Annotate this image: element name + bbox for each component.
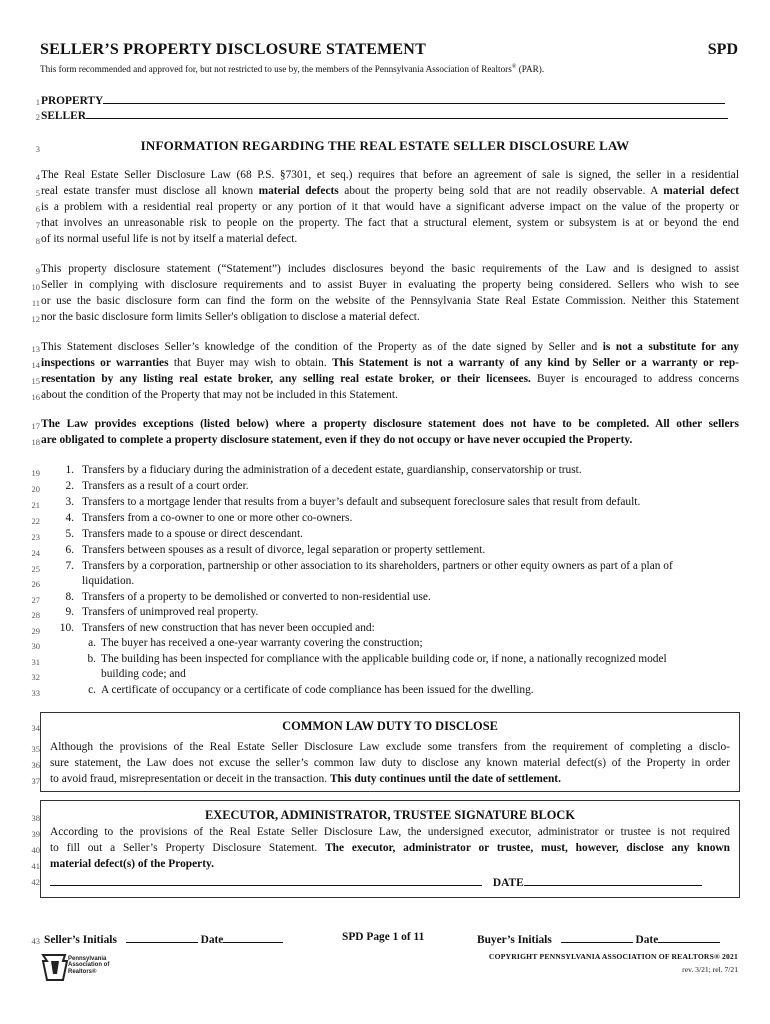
list-item: Transfers by a fiduciary during the administration of a decedent estate, guardianship, conservatorship or trust. — [82, 464, 582, 476]
executor-line: According to the provisions of the Real Estate Seller Disclosure Law, the undersigned executor, administrator or trustee is not required — [50, 826, 730, 838]
text-run: real estate transfer must disclose all known — [41, 185, 259, 197]
bold-run: The executor, administrator or trustee, must, however, disclose any known — [325, 842, 730, 854]
sub-item: The building has been inspected for compliance with the applicable building code or, if none, a nationally recognized model — [101, 653, 667, 665]
text-run: to avoid fraud, misrepresentation or deceit in the transaction. — [50, 773, 330, 785]
line-number: 18 — [31, 437, 40, 447]
line-number: 30 — [31, 641, 40, 651]
buyer-initials-row — [477, 931, 720, 946]
para1-line: The Real Estate Seller Disclosure Law (68 P.S. §7301, et seq.) requires that before an agreement of sale is signed, the seller in a residential — [41, 169, 739, 181]
subtitle-text: This form recommended and approved for, but not restricted to use by, the members of the Pennsylvania Association of Realtors — [40, 64, 512, 75]
line-number: 9 — [35, 266, 40, 276]
para3-line — [41, 340, 739, 356]
list-item: Transfers by a corporation, partnership or other association to its shareholders, partners or other equity owners as part of a plan of — [82, 560, 673, 572]
sub-item-continuation: building code; and — [101, 668, 186, 680]
para4-line: The Law provides exceptions (listed below) where a property disclosure statement does not have to be completed. All other sellers — [41, 418, 739, 430]
line-number: 28 — [31, 610, 40, 620]
text-run: to fill out a Seller’s Property Disclosure Statement. — [50, 842, 326, 854]
list-item: Transfers of new construction that has never been occupied and: — [82, 622, 375, 634]
seller-date-line[interactable] — [223, 931, 283, 943]
list-item: Transfers of a property to be demolished or converted to non-residential use. — [82, 591, 431, 603]
line-number: 39 — [31, 829, 40, 839]
line-number: 17 — [31, 421, 40, 431]
seller-input-line[interactable] — [86, 107, 728, 119]
bold-run: is not a substitute for any — [602, 341, 739, 353]
line-number: 26 — [31, 579, 40, 589]
list-item-number: 5. — [65, 528, 74, 540]
list-item: Transfers made to a spouse or direct descendant. — [82, 528, 303, 540]
sub-item-letter: b. — [87, 653, 96, 665]
line-number: 15 — [31, 376, 40, 386]
para1-line: that involves an unreasonable risk to people on the property. The fact that a structural element, system or subsystem is at or beyond the end — [41, 217, 739, 229]
seller-initials-row — [44, 931, 283, 946]
bold-run: material defects — [258, 185, 339, 197]
line-number: 41 — [31, 861, 40, 871]
buyer-date-label: Date — [635, 934, 659, 946]
executor-signature-line[interactable] — [50, 874, 482, 886]
para3-line: about the condition of the Property that may not be included in this Statement. — [41, 389, 398, 401]
registered-mark: ® — [511, 64, 517, 70]
seller-date-label: Date — [200, 934, 224, 946]
form-title: SELLER’S PROPERTY DISCLOSURE STATEMENT — [40, 41, 426, 58]
executor-signature-box — [40, 800, 740, 898]
list-item-number: 9. — [65, 606, 74, 618]
line-number: 12 — [31, 314, 40, 324]
common-law-box — [40, 712, 740, 792]
bold-run: This Statement is not a warranty of any kind by Seller or a warranty or rep- — [332, 357, 739, 369]
common-law-line — [50, 773, 730, 785]
text-run: Buyer is encouraged to address concerns — [530, 373, 740, 385]
bold-run: resentation by any listing real estate broker, any selling real estate broker, or their licensees. — [41, 373, 531, 385]
executor-title: EXECUTOR, ADMINISTRATOR, TRUSTEE SIGNATURE BLOCK — [205, 808, 575, 822]
list-item-number: 3. — [65, 496, 74, 508]
line-number: 13 — [31, 344, 40, 354]
sub-item-letter: c. — [88, 684, 96, 696]
line-number: 36 — [31, 760, 40, 770]
list-item-number: 1. — [65, 464, 74, 476]
line-number: 23 — [31, 532, 40, 542]
list-item-number: 4. — [65, 512, 74, 524]
subtitle-suffix: (PAR). — [516, 64, 545, 75]
list-item-number: 2. — [65, 480, 74, 492]
seller-field-row — [41, 107, 739, 125]
line-number: 4 — [35, 172, 40, 182]
line-number: 37 — [31, 776, 40, 786]
line-number: 7 — [35, 220, 40, 230]
section-title: INFORMATION REGARDING THE REAL ESTATE SELLER DISCLOSURE LAW — [140, 138, 630, 153]
para1-line: is a problem with a residential real property or any portion of it that would have a significant adverse impact on the value of the property or — [41, 201, 739, 213]
form-code: SPD — [707, 41, 738, 58]
executor-date-line[interactable] — [524, 874, 702, 886]
list-item-number: 7. — [65, 560, 74, 572]
sub-item: A certificate of occupancy or a certificate of code compliance has been issued for the dwelling. — [101, 684, 534, 696]
line-number: 1 — [35, 97, 40, 107]
line-number: 11 — [31, 298, 40, 308]
list-item: Transfers of unimproved real property. — [82, 606, 259, 618]
list-item-number: 6. — [65, 544, 74, 556]
line-number: 19 — [31, 468, 40, 478]
seller-initials-label: Seller’s Initials — [44, 934, 117, 946]
para2-line: or use the basic disclosure form can find the form on the website of the Pennsylvania State Real Estate Commission. Neither this Statement — [41, 295, 739, 307]
text-run: about the property being sold that are not readily observable. A — [338, 185, 664, 197]
para1-line: of its normal useful life is not by itself a material defect. — [41, 233, 298, 245]
executor-line — [50, 842, 730, 854]
property-input-line[interactable] — [103, 92, 725, 104]
list-item: Transfers to a mortgage lender that results from a buyer’s default and subsequent foreclosure sales that result from default. — [82, 496, 641, 508]
para2-line: nor the basic disclosure form limits Seller's obligation to disclose a material defect. — [41, 311, 420, 323]
buyer-initials-line[interactable] — [561, 931, 633, 943]
buyer-date-line[interactable] — [658, 931, 720, 943]
para4-line: are obligated to complete a property disclosure statement, even if they do not occupy or have never occupied the Property. — [41, 434, 633, 446]
property-label: PROPERTY — [41, 95, 104, 107]
list-item: Transfers from a co-owner to one or more other co-owners. — [82, 512, 353, 524]
line-number: 3 — [35, 144, 40, 154]
line-number: 43 — [31, 936, 40, 946]
executor-signature-row — [50, 874, 730, 889]
line-number: 16 — [31, 392, 40, 402]
sub-item-letter: a. — [88, 637, 96, 649]
line-number: 20 — [31, 484, 40, 494]
list-item: Transfers as a result of a court order. — [82, 480, 249, 492]
common-law-line: sure statement, the Law does not excuse the seller’s common law duty to disclose any known material defect(s) of the Property in order — [50, 757, 730, 769]
para3-line — [41, 372, 739, 388]
line-number: 38 — [31, 813, 40, 823]
line-number: 31 — [31, 657, 40, 667]
revision-text: rev. 3/21; rel. 7/21 — [682, 965, 738, 974]
buyer-initials-label: Buyer’s Initials — [477, 934, 552, 946]
line-number: 25 — [31, 564, 40, 574]
line-number: 35 — [31, 744, 40, 754]
line-number: 33 — [31, 688, 40, 698]
seller-initials-line[interactable] — [126, 931, 198, 943]
text-run: that Buyer may wish to obtain. — [168, 357, 333, 369]
line-number: 29 — [31, 626, 40, 636]
date-label: DATE — [492, 877, 524, 889]
bold-run: inspections or warranties — [41, 357, 169, 369]
line-number: 32 — [31, 672, 40, 682]
line-number: 27 — [31, 595, 40, 605]
line-number: 14 — [31, 360, 40, 370]
list-item-number: 10. — [59, 622, 74, 634]
para2-line: This property disclosure statement (“Statement”) includes disclosures beyond the basic requirements of the Law and is designed to assist — [41, 263, 739, 275]
line-number: 6 — [35, 204, 40, 214]
line-number: 24 — [31, 548, 40, 558]
bold-run: This duty continues until the date of settlement. — [329, 773, 561, 785]
common-law-line: Although the provisions of the Real Estate Seller Disclosure Law exclude some transfers from the requirement of completing a disclo- — [50, 741, 730, 753]
line-number: 22 — [31, 516, 40, 526]
line-number: 21 — [31, 500, 40, 510]
line-number: 5 — [35, 188, 40, 198]
line-number: 34 — [31, 723, 40, 733]
seller-label: SELLER — [41, 110, 86, 122]
sub-item: The buyer has received a one-year warranty covering the construction; — [101, 637, 423, 649]
bold-run: material defect — [663, 185, 739, 197]
para1-line — [41, 184, 739, 200]
copyright-text: COPYRIGHT PENNSYLVANIA ASSOCIATION OF REALTORS® 2021 — [488, 952, 738, 961]
line-number: 10 — [31, 282, 40, 292]
page-indicator: SPD Page 1 of 11 — [342, 931, 425, 943]
executor-line: material defect(s) of the Property. — [50, 858, 214, 870]
common-law-title: COMMON LAW DUTY TO DISCLOSE — [282, 719, 498, 733]
list-item-number: 8. — [65, 591, 74, 603]
list-item: Transfers between spouses as a result of divorce, legal separation or property settlement. — [82, 544, 486, 556]
para3-line — [41, 356, 739, 372]
list-item-continuation: liquidation. — [82, 575, 135, 587]
text-run: This Statement discloses Seller’s knowledge of the condition of the Property as of the date signed by Seller and — [41, 341, 603, 353]
line-number: 42 — [31, 877, 40, 887]
form-subtitle — [40, 64, 544, 74]
line-number: 2 — [35, 112, 40, 122]
logo-text: Pennsylvania Association of Realtors® — [68, 956, 110, 975]
line-number: 8 — [35, 236, 40, 246]
line-number: 40 — [31, 845, 40, 855]
para2-line: Seller in complying with disclosure requirements and to assist Buyer in evaluating the property being considered. Sellers who wish to see — [41, 279, 739, 291]
